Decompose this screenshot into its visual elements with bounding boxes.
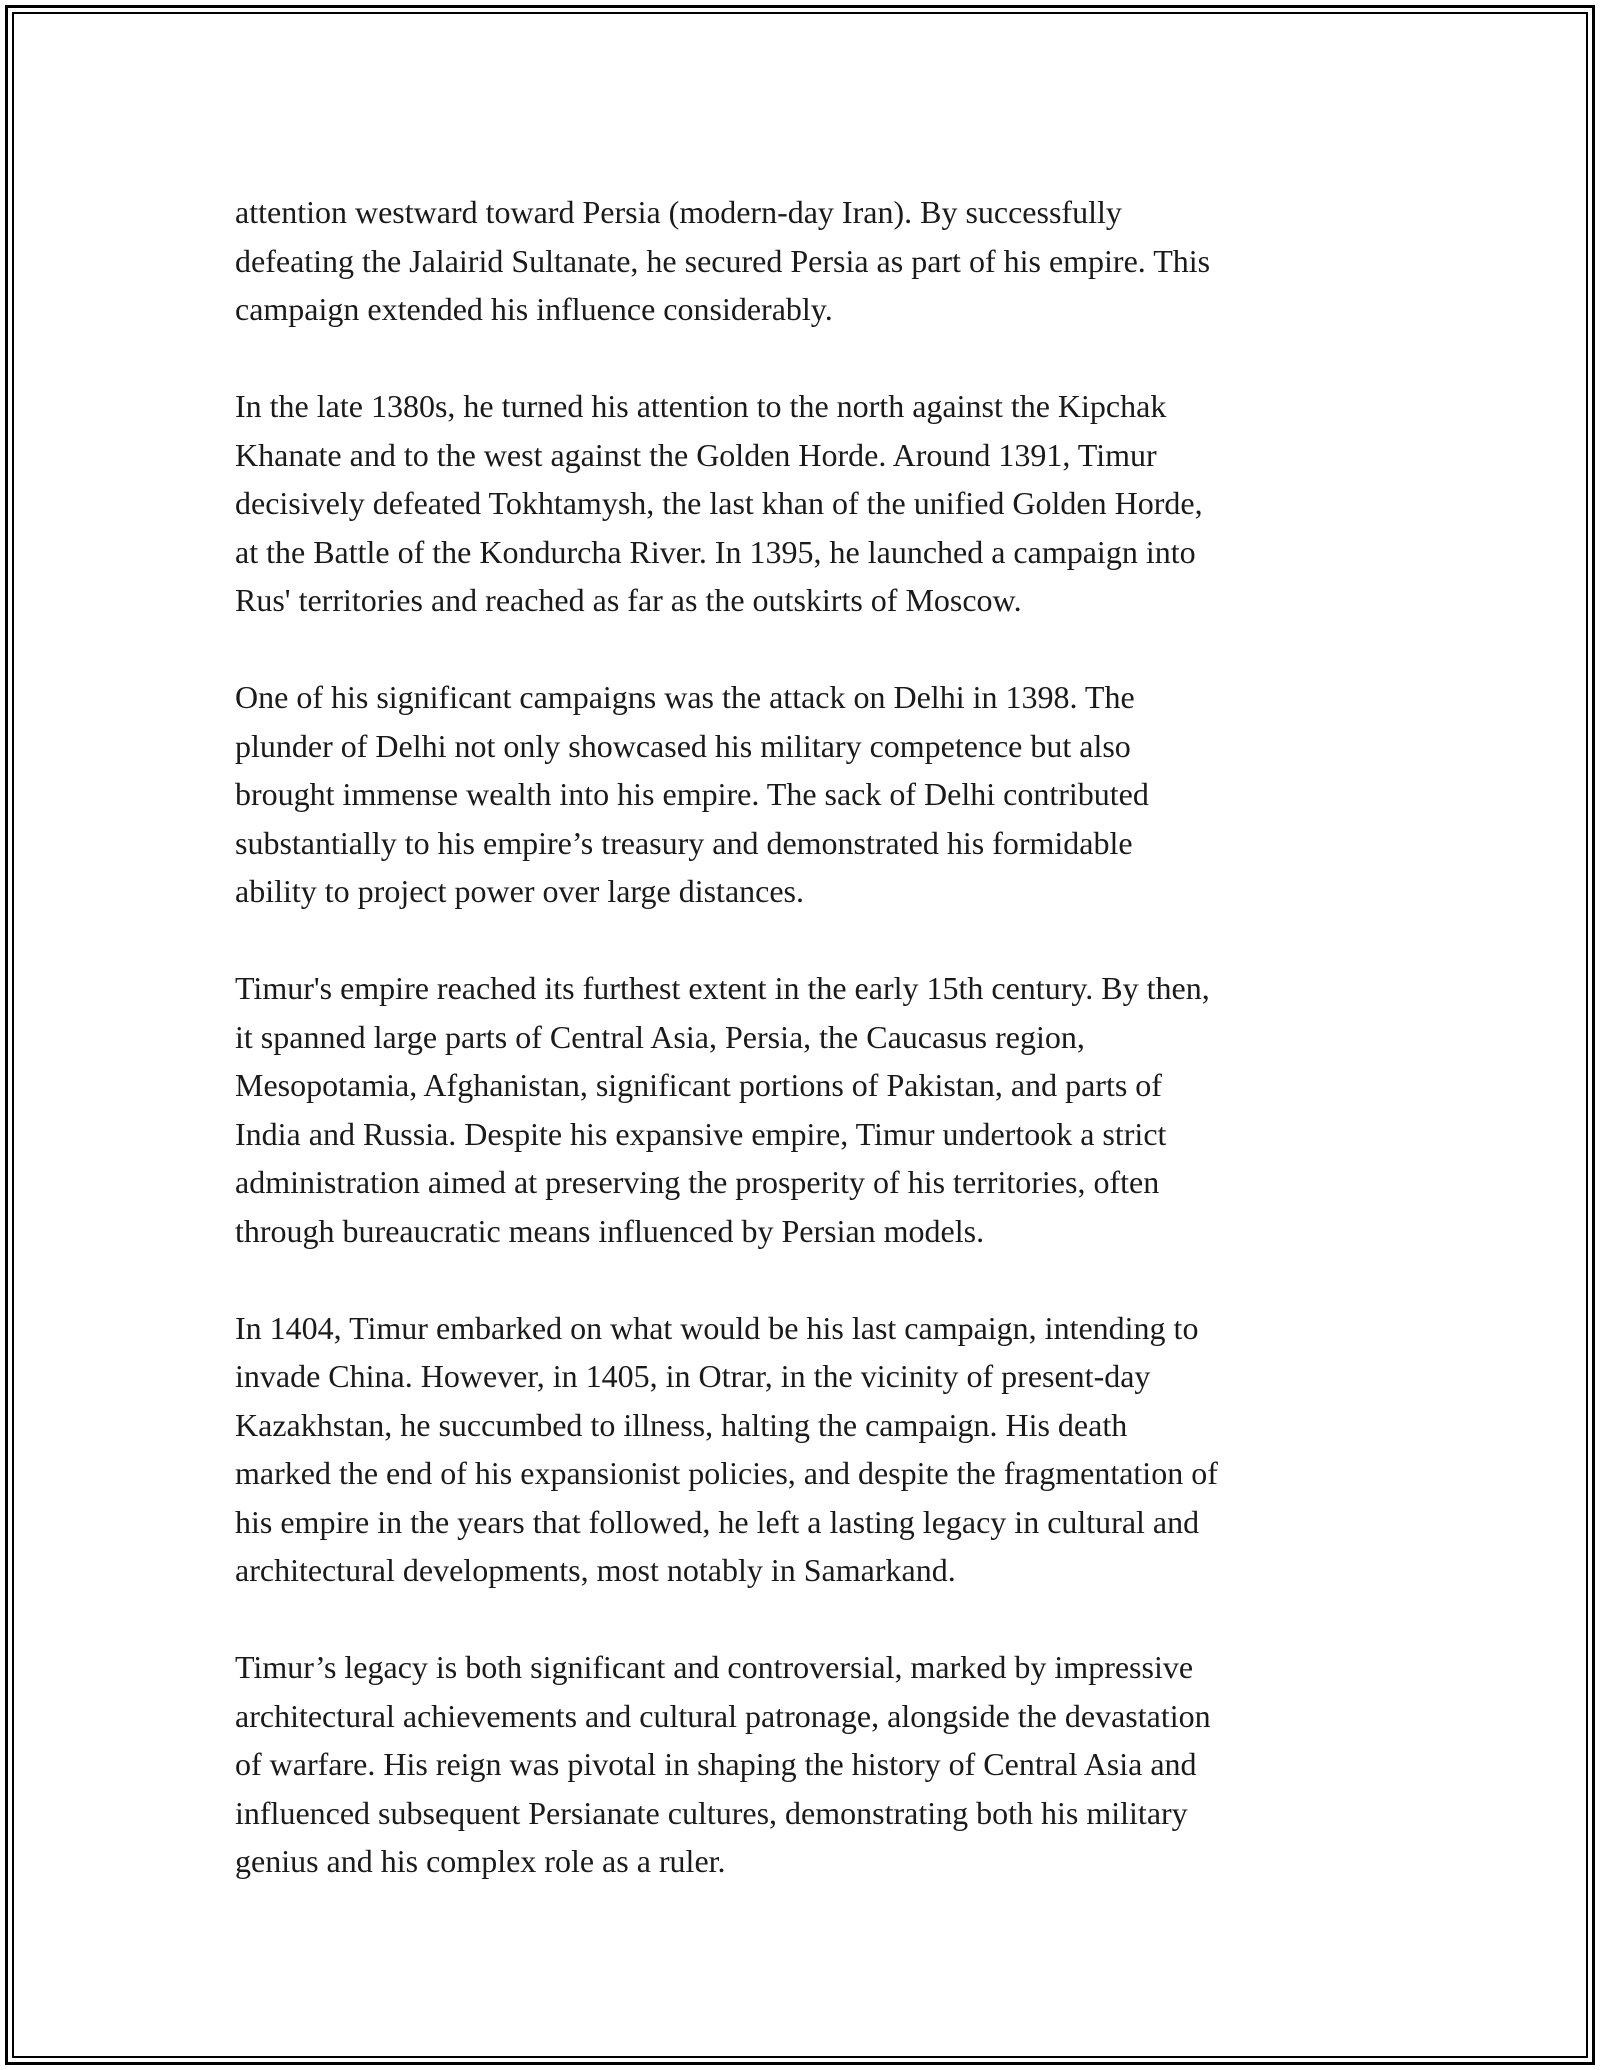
text-line: In 1404, Timur embarked on what would be his last campaign, intending to — [235, 1309, 1199, 1346]
paragraph-last-campaign — [235, 1304, 1385, 1595]
text-line: attention westward toward Persia (modern-day Iran). By successfully — [235, 194, 1122, 230]
text-line: Timur’s legacy is both significant and controversial, marked by impressive — [235, 1649, 1194, 1685]
text-line: genius and his complex role as a ruler. — [235, 1843, 726, 1879]
text-line: ability to project power over large distances. — [235, 873, 804, 909]
paragraph-legacy — [235, 1643, 1385, 1886]
text-line: Timur's empire reached its furthest extent in the early 15th century. By then, — [235, 970, 1210, 1006]
document-body — [235, 188, 1385, 1934]
text-line: Mesopotamia, Afghanistan, significant portions of Pakistan, and parts of — [235, 1067, 1162, 1103]
text-line: administration aimed at preserving the prosperity of his territories, often — [235, 1164, 1160, 1200]
text-line: plunder of Delhi not only showcased his military competence but also — [235, 727, 1131, 764]
text-line: One of his significant campaigns was the attack on Delhi in 1398. The — [235, 679, 1135, 715]
paragraph-empire-extent — [235, 964, 1385, 1255]
text-line: his empire in the years that followed, he left a lasting legacy in cultural and — [235, 1503, 1200, 1540]
text-line: substantially to his empire’s treasury and demonstrated his formidable — [235, 824, 1133, 861]
text-line: invade China. However, in 1405, in Otrar, in the vicinity of present-day — [235, 1358, 1151, 1394]
text-line: influenced subsequent Persianate cultures, demonstrating both his military — [235, 1794, 1188, 1831]
text-line: architectural developments, most notably in Samarkand. — [235, 1552, 956, 1588]
paragraph-delhi — [235, 673, 1385, 916]
text-line: Rus' territories and reached as far as the outskirts of Moscow. — [235, 582, 1022, 618]
text-line: through bureaucratic means influenced by Persian models. — [235, 1212, 985, 1249]
text-line: marked the end of his expansionist policies, and despite the fragmentation of — [235, 1455, 1218, 1491]
text-line: at the Battle of the Kondurcha River. In 1395, he launched a campaign into — [235, 533, 1196, 570]
text-line: defeating the Jalairid Sultanate, he secured Persia as part of his empire. This — [235, 242, 1211, 279]
text-line: In the late 1380s, he turned his attention to the north against the Kipchak — [235, 388, 1167, 424]
text-line: architectural achievements and cultural patronage, alongside the devastation — [235, 1697, 1211, 1734]
paragraph-persia-campaign — [235, 188, 1385, 334]
paragraph-golden-horde — [235, 382, 1385, 625]
text-line: campaign extended his influence considerably. — [235, 291, 833, 327]
text-line: Khanate and to the west against the Golden Horde. Around 1391, Timur — [235, 436, 1157, 473]
text-line: Kazakhstan, he succumbed to illness, halting the campaign. His death — [235, 1406, 1128, 1443]
text-line: of warfare. His reign was pivotal in shaping the history of Central Asia and — [235, 1746, 1197, 1782]
text-line: decisively defeated Tokhtamysh, the last khan of the unified Golden Horde, — [235, 485, 1203, 521]
text-line: India and Russia. Despite his expansive empire, Timur undertook a strict — [235, 1115, 1167, 1152]
text-line: brought immense wealth into his empire. The sack of Delhi contributed — [235, 776, 1149, 812]
text-line: it spanned large parts of Central Asia, Persia, the Caucasus region, — [235, 1018, 1085, 1055]
